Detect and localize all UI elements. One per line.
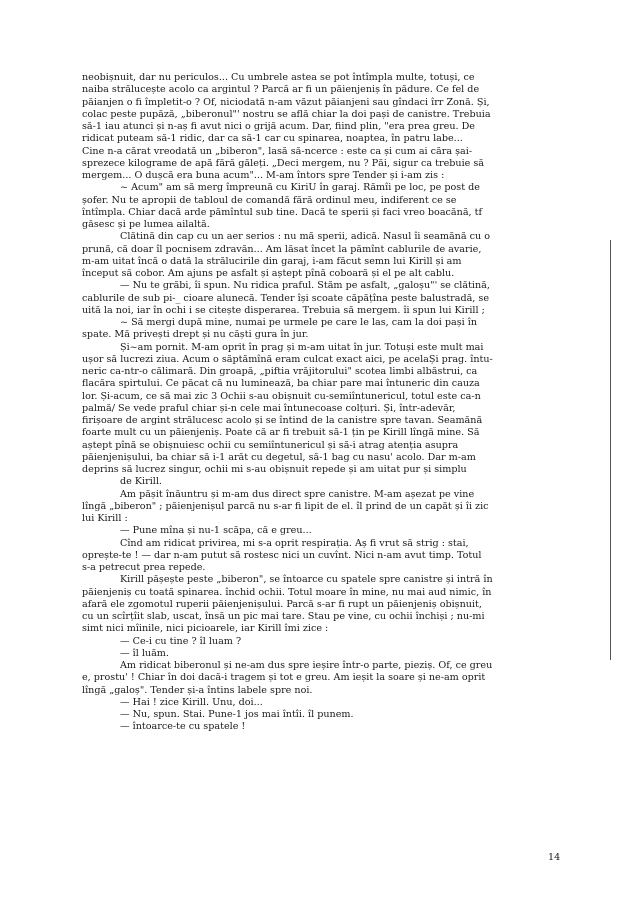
text-line: — Nu, spun. Stai. Pune-1 jos mai întîi. îl punem.	[120, 709, 354, 720]
text-line: palmă/ Se vede praful chiar și-n cele mai întunecoase colțuri. Și, într-adevăr,	[82, 402, 456, 414]
page-number: 14	[548, 852, 561, 863]
text-line: început să cobor. Am ajuns pe asfalt și aștept pînă coboară și el pe alt cablu.	[82, 268, 455, 279]
text-line: găsesc și pe lumea ailaltă.	[82, 219, 210, 230]
text-line: — Hai ! zice Kirill. Unu, doi...	[120, 696, 263, 708]
text-line: Kirill pășește peste „biberon", se întoarce cu spatele spre canistre și intră în	[120, 574, 493, 586]
text-line: întîmpla. Chiar dacă arde pămîntul sub tine. Dacă te sperii și faci vreo boacănă, tf	[82, 206, 483, 218]
text-line: s-a petrecut prea repede.	[82, 562, 206, 573]
text-line: ridicat puteam să-1 ridic, dar ca să-1 car cu spinarea, noaptea, în patru labe...	[82, 133, 463, 145]
text-line: naiba strălucește acolo ca argintul ? Parcă ar fi un păienjeniș în pădure. Ce fel de	[82, 84, 480, 96]
text-line: colac peste pupăză, „biberonul"' nostru se află chiar la doi pași de canistre. Trebuia	[82, 108, 491, 120]
text-line: foarte mult cu un păienjeniș. Poate că ar fi trebuit să-1 țin pe Kirill lîngă mine. Să	[82, 427, 480, 439]
text-line: afară ele zgomotul ruperii păienjenișului. Parcă s-ar fi rupt un păienjeniș obișnuit,	[82, 598, 482, 610]
margin-rule	[610, 240, 611, 660]
body-text	[82, 72, 560, 734]
text-line: lîngă „galoș". Tender și-a întins labele spre noi.	[82, 684, 313, 696]
text-line: cablurile de sub pi-_ cioare alunecă. Tender își scoate căpățîna peste balustradă, se	[82, 292, 490, 304]
text-line: de Kirill.	[120, 476, 162, 488]
text-line: Am ridicat biberonul și ne-am dus spre ieșire într-o parte, pieziș. Of, ce greu	[120, 660, 493, 671]
text-line: lui Kirill :	[82, 513, 128, 524]
text-line: să-1 iau atunci și n-aș fi avut nici o grijă acum. Dar, fiind plin, "era prea greu. De	[82, 121, 475, 132]
text-line: simt nici mîinile, nici picioarele, iar Kirill îmi zice :	[82, 623, 329, 635]
text-line: oprește-te ! — dar n-am putut să rostesc nici un cuvînt. Nici n-am avut timp. Totul	[82, 549, 482, 561]
text-line: Am pășit înăuntru și m-am dus direct spre canistre. M-am așezat pe vine	[120, 488, 475, 500]
text-line: cu un scîrțîit slab, uscat, însă un pic mai tare. Stau pe vine, cu ochii închiși ; nu-mi	[82, 611, 485, 622]
text-line: ~ Să mergi după mine, numai pe urmele pe care le las, cam la doi pași în	[120, 317, 478, 328]
text-line: uită la noi, iar în ochi i se citește disperarea. Trebuia să mergem. îi spun lui Kirill ;	[82, 304, 485, 316]
text-line: e, prostu' ! Chiar în doi dacă-i tragem și tot e greu. Am ieșit la soare și ne-am oprit	[82, 672, 486, 684]
text-line: m-am uitat încă o dată la strălucirile din garaj, i-am făcut semn lui Kirill și am	[82, 255, 462, 267]
text-line: sprezece kilograme de apă fără găleți. „Deci mergem, nu ? Păi, sigur ca trebuie să	[82, 157, 485, 169]
text-line: Cine n-a cărat vreodată un „biberon", lasă să-ncerce : este ca și cum ai căra șai-	[82, 145, 473, 157]
text-line: Și~am pornit. M-am oprit în prag și m-am uitat în jur. Totuși este mult mai	[120, 341, 484, 353]
text-line: păienjeniș cu toată spinarea. închid ochii. Totul moare în mine, nu mai aud nimic, în	[82, 586, 492, 598]
text-line: păianjen o fi împletit-o ? Of, niciodată n-am văzut păianjeni sau gîndaci îrr Zonă. Și,	[82, 96, 490, 108]
text-line: prună, că doar îl pocnisem zdravăn... Am lăsat încet la pămînt cablurile de avarie,	[82, 243, 482, 255]
text-line: neobișnuit, dar nu periculos... Cu umbrele astea se pot întîmpla multe, totuși, ce	[82, 72, 475, 83]
text-line: Clătină din cap cu un aer serios : nu mă sperii, adică. Nasul îi seamănă cu o	[120, 231, 490, 243]
text-line: — Ce-i cu tine ? îl luam ?	[120, 635, 242, 647]
text-line: — Pune mîna și nu-1 scăpa, că e greu...	[120, 525, 312, 537]
text-line: ușor să lucrezi ziua. Acum o săptămînă eram culcat exact aici, pe acelaȘi prag. întu-	[82, 353, 493, 365]
text-line: lîngă „biberon" ; păienjenișul parcă nu s-ar fi lipit de el. îl prind de un capăt și îi zic	[82, 500, 489, 512]
text-line: lor. Și-acum, ce să mai zic 3 Ochii s-au obișnuit cu-semiîntunericul, totul este ca-n	[82, 390, 481, 402]
text-line: Cînd am ridicat privirea, mi s-a oprit respirația. Aș fi vrut să strig : stai,	[120, 537, 469, 549]
text-line: firișoare de argint strălucesc acolo și se întind de la canistre spre tavan. Seamănă	[82, 415, 483, 426]
text-line: șofer. Nu te apropii de tabloul de comandă fără ordinul meu, indiferent ce se	[82, 194, 457, 206]
text-line: deprins să lucrez singur, ochii mi s-au obișnuit repede și am uitat pur și simplu	[82, 464, 467, 475]
text-line: — îl luăm.	[120, 647, 169, 659]
text-line: ~ Acum" am să merg împreună cu KiriU în garaj. Rămîi pe loc, pe post de	[120, 182, 480, 194]
text-line: mergem... O dușcă era buna acum"... M-am întors spre Tender și i-am zis :	[82, 170, 445, 181]
text-line: păienjenișului, ba chiar să i-1 arăt cu degetul, să-1 bag cu nasu' acolo. Dar m-am	[82, 451, 476, 463]
text-line: neric ca-ntr-o călimară. Din groapă, „piftia vrăjitorului" scotea limbi albăstrui, ca	[82, 366, 478, 377]
text-line: — Nu te grăbi, îi spun. Nu ridica praful. Stăm pe asfalt, „galoșu"' se clătină,	[120, 280, 490, 292]
text-line: spate. Mă privești drept și nu căști gura în jur.	[82, 329, 309, 341]
text-line: — întoarce-te cu spatele !	[120, 721, 246, 733]
text-line: aștept pînă se obișnuiesc ochii cu semiîntunericul și să-i atrag atenția asupra	[82, 439, 459, 451]
text-line: flacăra spirtului. Ce păcat că nu luminează, ba chiar pare mai întuneric din cauza	[82, 378, 480, 390]
